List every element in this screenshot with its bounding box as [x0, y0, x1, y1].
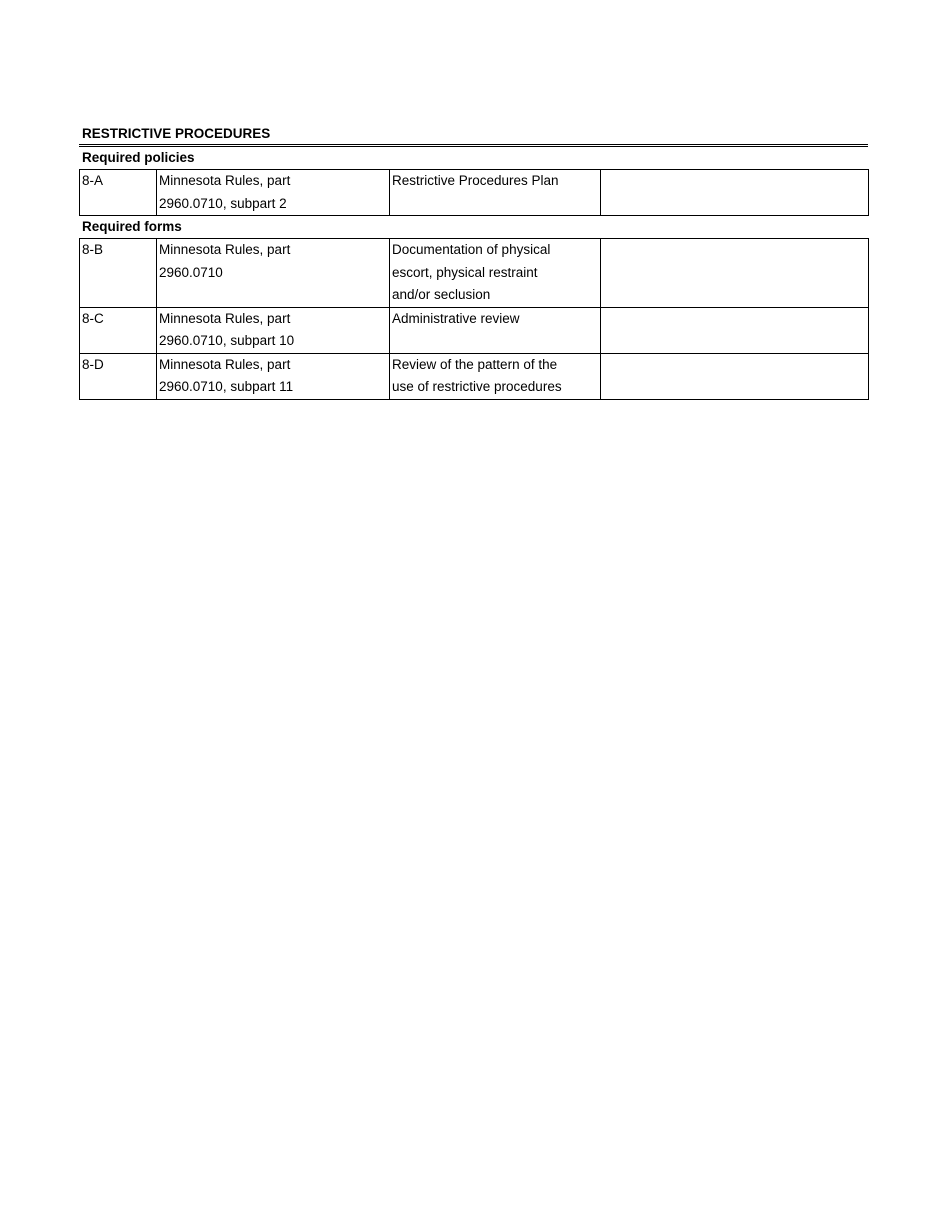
item-code: 8-A [80, 170, 157, 216]
item-code: 8-B [80, 239, 157, 308]
item-description: Documentation of physical escort, physical restraint and/or seclusion [390, 239, 601, 308]
table-row [80, 353, 869, 399]
forms-table [79, 238, 869, 400]
item-description: Review of the pattern of the use of restrictive procedures [390, 353, 601, 399]
section-heading-policies: Required policies [82, 150, 195, 165]
notes-cell [601, 170, 869, 216]
section-heading-forms: Required forms [82, 219, 182, 234]
notes-cell [601, 307, 869, 353]
document-title: RESTRICTIVE PROCEDURES [79, 124, 868, 147]
item-description: Administrative review [390, 307, 601, 353]
notes-cell [601, 353, 869, 399]
rule-reference: Minnesota Rules, part 2960.0710, subpart 2 [157, 170, 390, 216]
notes-cell [601, 239, 869, 308]
item-code: 8-C [80, 307, 157, 353]
rule-reference: Minnesota Rules, part 2960.0710, subpart 11 [157, 353, 390, 399]
table-row [80, 170, 869, 216]
rule-reference: Minnesota Rules, part 2960.0710, subpart 10 [157, 307, 390, 353]
document-page [79, 124, 868, 400]
table-row [80, 239, 869, 308]
table-row [80, 307, 869, 353]
item-code: 8-D [80, 353, 157, 399]
item-description: Restrictive Procedures Plan [390, 170, 601, 216]
rule-reference: Minnesota Rules, part 2960.0710 [157, 239, 390, 308]
policies-table [79, 169, 869, 216]
